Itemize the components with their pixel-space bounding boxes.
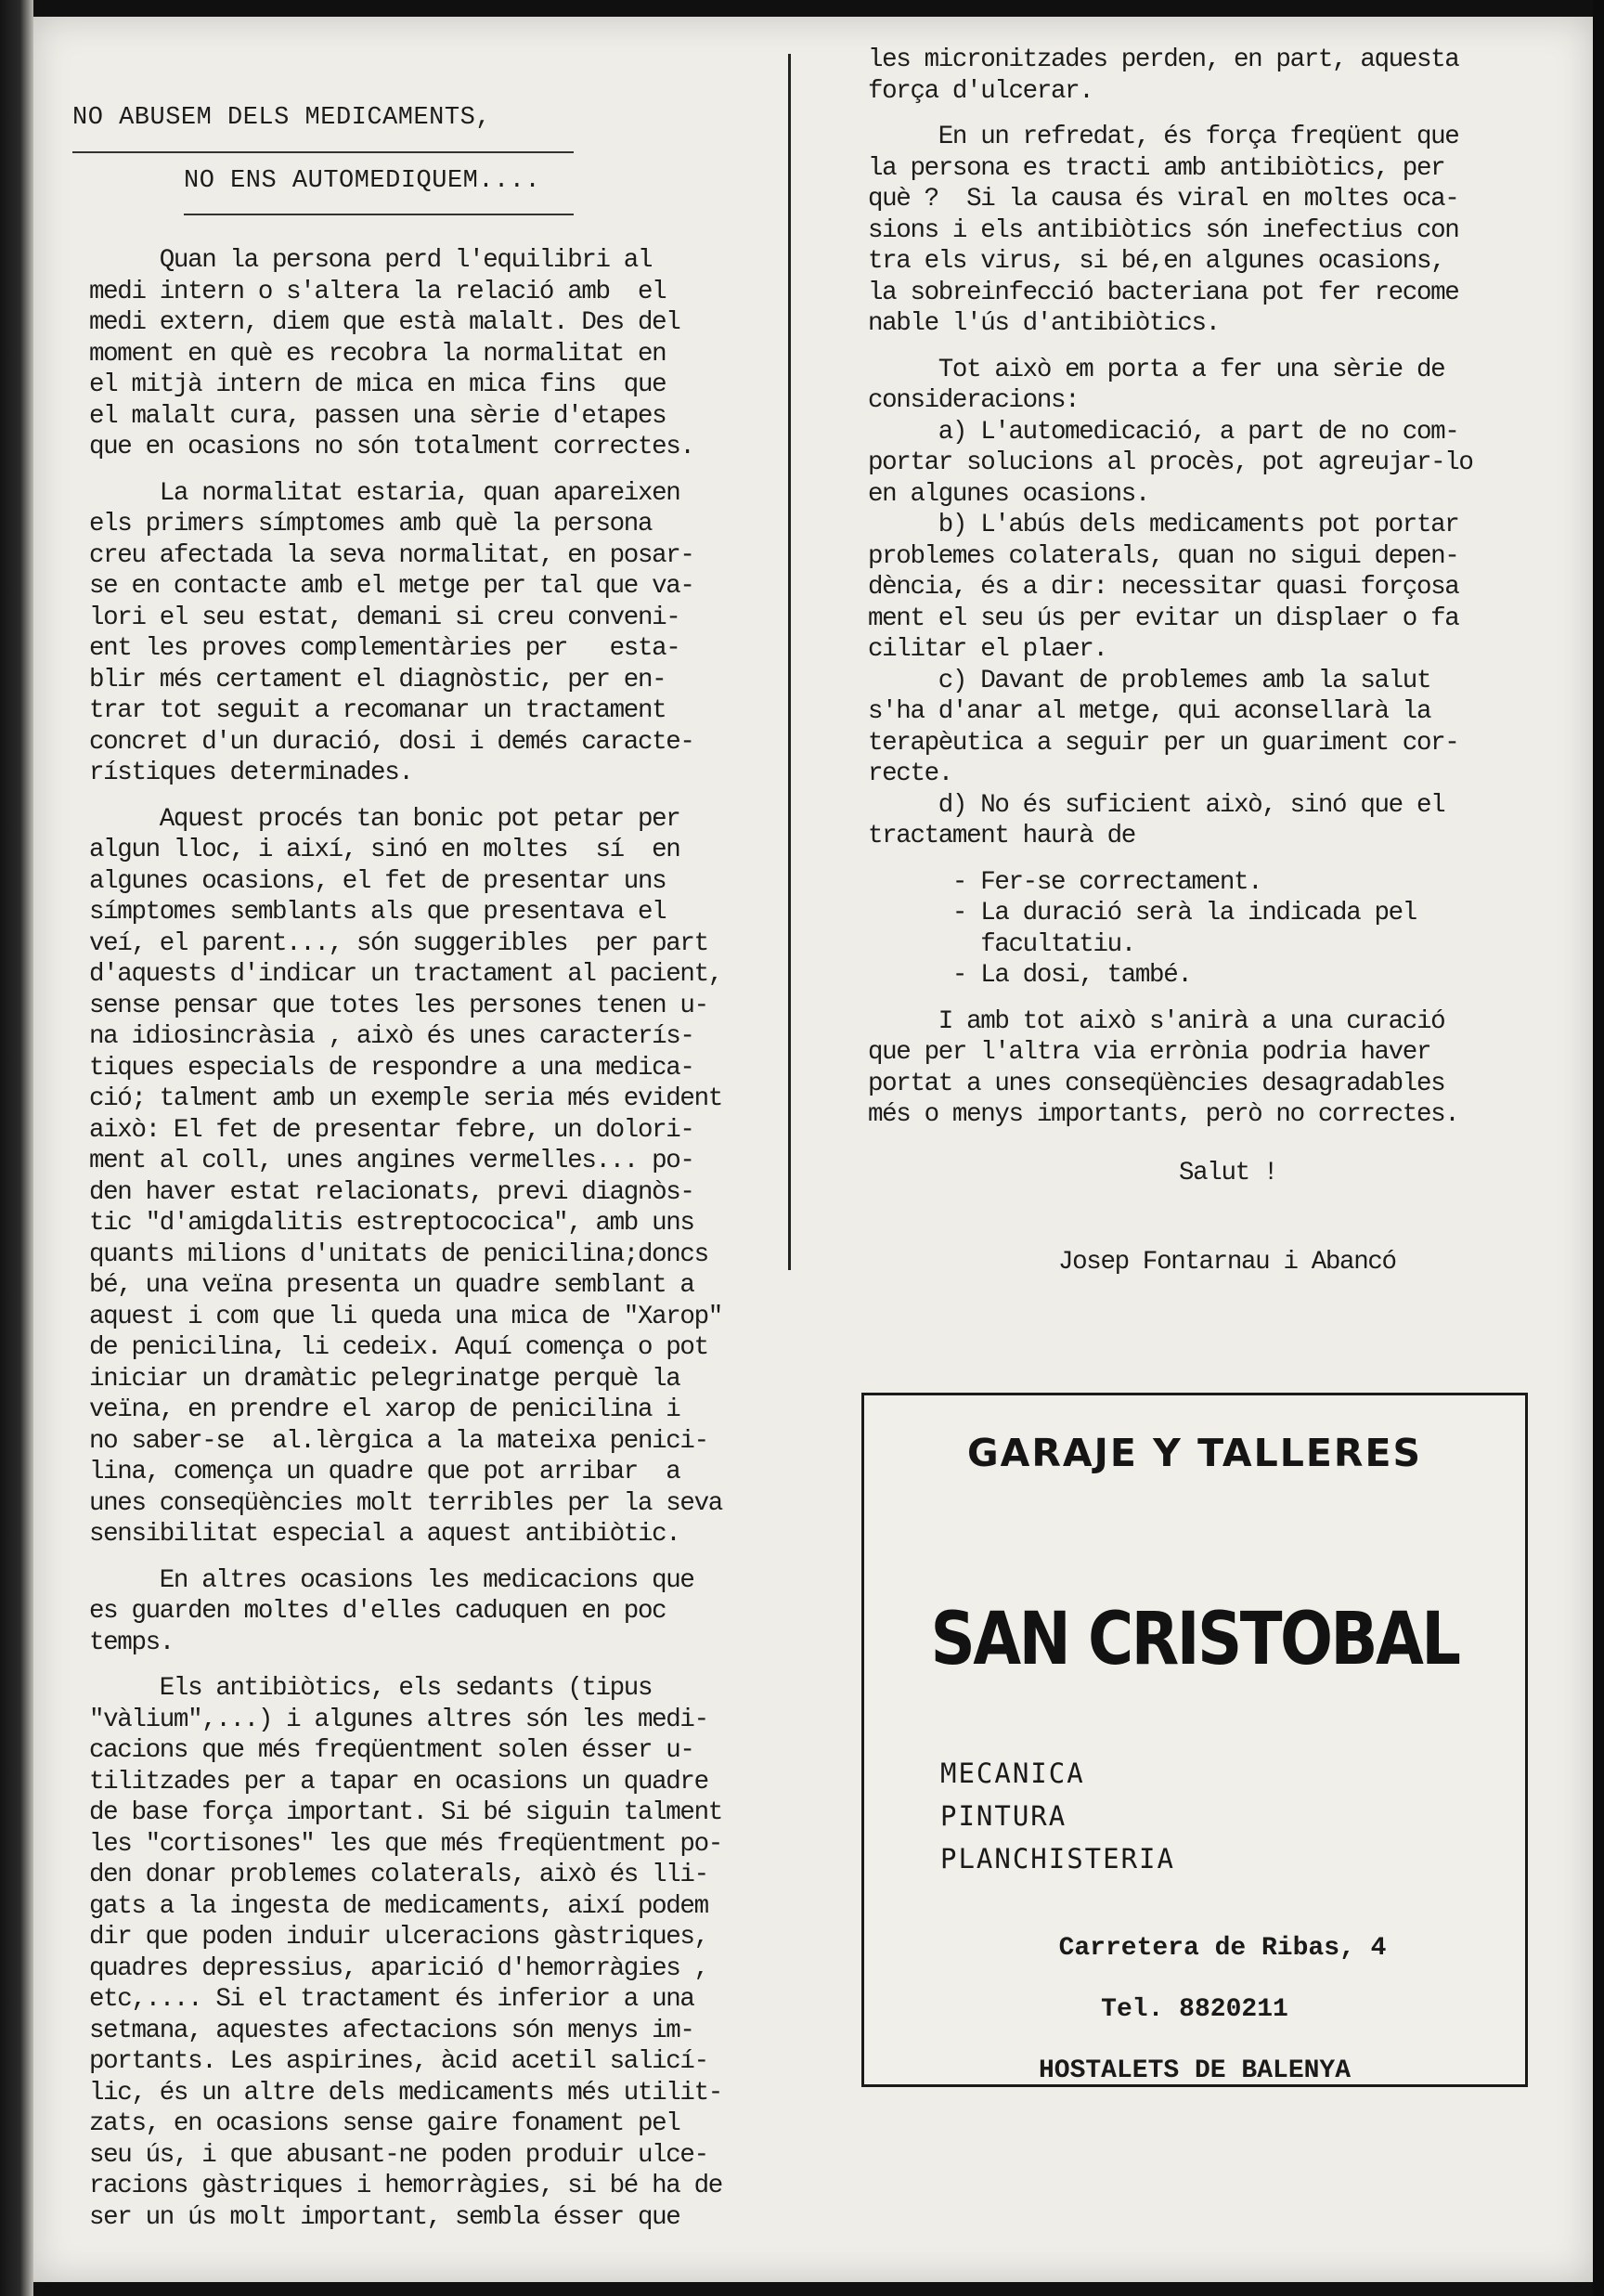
text-line: no saber-se al.lèrgica a la mateixa penici- xyxy=(89,1426,708,1456)
text-line: tiques especials de respondre a una medica- xyxy=(89,1053,694,1083)
text-line: què ? Si la causa és viral en moltes oca- xyxy=(868,185,1459,214)
text-line: d'aquests d'indicar un tractament al pacient, xyxy=(89,960,722,989)
text-line: tilitzades per a tapar en ocasions un quadre xyxy=(89,1767,708,1797)
text-line: En altres ocasions les medicacions que xyxy=(89,1565,694,1595)
text-line: Tot això em porta a fer una sèrie de xyxy=(868,355,1445,384)
scan-edge xyxy=(1593,0,1604,2296)
text-line: lic, és un altre dels medicaments més utilit- xyxy=(89,2078,722,2108)
text-line: algun lloc, i així, sinó en moltes sí en xyxy=(89,836,680,864)
text-line: de base força important. Si bé siguin talment xyxy=(89,1798,722,1827)
text-line: s'ha d'anar al metge, qui aconsellarà la xyxy=(868,697,1431,726)
ad-address: Carretera de Ribas, 4 xyxy=(1058,1934,1387,1963)
text-line: cacions que més freqüentment solen ésser u- xyxy=(89,1736,694,1765)
paragraph-gap xyxy=(89,789,722,804)
text-line: símptomes semblants als que presentava el xyxy=(89,898,666,927)
text-line: - Fer-se correctament. xyxy=(868,867,1262,897)
text-line: - La duració serà la indicada pel xyxy=(868,899,1416,927)
text-line: zats, en ocasions sense gaire fonament pel xyxy=(89,2109,680,2138)
text-line: ció; talment amb un exemple seria més evident xyxy=(89,1084,722,1113)
text-line: ment al coll, unes angines vermelles... po- xyxy=(89,1147,694,1175)
text-line: quadres depressius, aparició d'hemorràgies , xyxy=(89,1953,708,1983)
text-line: La normalitat estaria, quan apareixen xyxy=(89,478,680,508)
text-line: trar tot seguit a recomanar un tractament xyxy=(89,696,666,725)
text-line: d) No és suficient això, sinó que el xyxy=(868,790,1445,820)
text-line: "vàlium",...) i algunes altres són les medi- xyxy=(89,1705,708,1734)
text-line: moment en què es recobra la normalitat en xyxy=(89,339,666,369)
text-line: creu afectada la seva normalitat, en posar- xyxy=(89,540,694,570)
text-line: sense pensar que totes les persones tenen u- xyxy=(89,991,708,1020)
text-line: b) L'abús dels medicaments pot portar xyxy=(868,511,1459,539)
closing-greeting: Salut ! xyxy=(1179,1159,1278,1187)
paragraph-gap xyxy=(868,340,1473,355)
paragraph-gap xyxy=(868,107,1473,122)
text-line: En un refredat, és força freqüent que xyxy=(868,123,1459,151)
text-line: - La dosi, també. xyxy=(868,961,1192,990)
text-line: racions gàstriques i hemorràgies, si bé ha de xyxy=(89,2172,722,2200)
ad-service-pintura: PINTURA xyxy=(940,1800,1067,1832)
heading-underline-1 xyxy=(72,151,574,153)
heading-line-2: NO ENS AUTOMEDIQUEM.... xyxy=(184,167,541,195)
text-line: portat a unes conseqüències desagradables xyxy=(868,1069,1445,1098)
ad-phone: Tel. 8820211 xyxy=(1101,1995,1288,2024)
text-line: algunes ocasions, el fet de presentar uns xyxy=(89,866,666,896)
text-line: sensibilitat especial a aquest antibiòtic. xyxy=(89,1520,680,1549)
text-line: que per l'altra via errònia podria haver xyxy=(868,1038,1431,1067)
text-line: medi extern, diem que està malalt. Des del xyxy=(89,308,680,337)
heading-underline-2 xyxy=(184,214,574,215)
garage-advertisement xyxy=(861,1393,1528,2087)
paragraph-gap xyxy=(89,1550,722,1565)
text-line: lori el seu estat, demani si creu conveni- xyxy=(89,603,680,632)
text-line: dència, és a dir: necessitar quasi forçosa xyxy=(868,573,1459,602)
text-line: den donar problemes colaterals, això és lli- xyxy=(89,1861,708,1889)
text-line: els primers símptomes amb què la persona xyxy=(89,510,653,538)
ad-town: HOSTALETS DE BALENYA xyxy=(1038,2056,1352,2085)
ad-business-name: SAN CRISTOBAL xyxy=(930,1598,1459,1681)
column-divider xyxy=(788,54,791,1270)
text-line: temps. xyxy=(89,1628,174,1657)
text-line: de penicilina, li cedeix. Aquí comença o pot xyxy=(89,1333,708,1362)
text-line: en algunes ocasions. xyxy=(868,479,1150,509)
text-line: a) L'automedicació, a part de no com- xyxy=(868,417,1459,447)
author-signature: Josep Fontarnau i Abancó xyxy=(1058,1248,1396,1277)
text-line: la sobreinfecció bacteriana pot fer recome xyxy=(868,278,1459,307)
text-line: la persona es tracti amb antibiòtics, per xyxy=(868,153,1445,183)
text-line: I amb tot això s'anirà a una curació xyxy=(868,1006,1445,1036)
text-line: terapèutica a seguir per un guariment cor- xyxy=(868,728,1459,758)
text-line: ser un ús molt important, sembla ésser que xyxy=(89,2202,680,2232)
text-line: lina, comença un quadre que pot arribar a xyxy=(89,1458,680,1486)
text-line: concret d'un duració, dosi i demés caracte- xyxy=(89,727,694,757)
text-line: les "cortisones" les que més freqüentment po- xyxy=(89,1829,722,1859)
text-line: blir més certament el diagnòstic, per en- xyxy=(89,665,666,694)
text-line: dir que poden induir ulceracions gàstriques, xyxy=(89,1923,708,1952)
text-line: veí, el parent..., són suggeribles per part xyxy=(89,928,708,958)
text-line: el mitjà intern de mica en mica fins que xyxy=(89,370,666,399)
text-line: força d'ulcerar. xyxy=(868,76,1093,106)
text-line: ent les proves complementàries per esta- xyxy=(89,634,680,663)
text-line: etc,.... Si el tractament és inferior a una xyxy=(89,1985,694,2014)
text-line: iniciar un dramàtic pelegrinatge perquè la xyxy=(89,1364,680,1394)
text-line: rístiques determinades. xyxy=(89,759,413,787)
text-line: nable l'ús d'antibiòtics. xyxy=(868,309,1220,338)
text-line: que en ocasions no són totalment correctes. xyxy=(89,433,694,461)
text-line: Aquest procés tan bonic pot petar per xyxy=(89,804,680,834)
text-line: el malalt cura, passen una sèrie d'etapes xyxy=(89,401,666,431)
text-line: den haver estat relacionats, previ diagnòs- xyxy=(89,1177,694,1207)
text-line: tractament haurà de xyxy=(868,822,1135,850)
text-line: Quan la persona perd l'equilibri al xyxy=(89,246,653,275)
text-line: tic "d'amigdalitis estreptococica", amb uns xyxy=(89,1209,694,1238)
article-right-column xyxy=(868,45,1473,1131)
paragraph-gap xyxy=(89,1658,722,1673)
text-line: ment el seu ús per evitar un displaer o fa xyxy=(868,603,1459,633)
text-line: portar solucions al procès, pot agreujar-lo xyxy=(868,448,1473,477)
text-line: quants milions d'unitats de penicilina;doncs xyxy=(89,1239,708,1269)
paragraph-gap xyxy=(89,463,722,478)
text-line: gats a la ingesta de medicaments, així podem xyxy=(89,1891,708,1921)
ad-service-mecanica: MECANICA xyxy=(940,1758,1085,1789)
text-line: consideracions: xyxy=(868,386,1080,415)
text-line: les micronitzades perden, en part, aquesta xyxy=(868,45,1459,74)
text-line: recte. xyxy=(868,759,952,788)
heading-line-1: NO ABUSEM DELS MEDICAMENTS, xyxy=(72,104,491,132)
text-line: es guarden moltes d'elles caduquen en poc xyxy=(89,1597,666,1626)
text-line: més o menys importants, però no correctes. xyxy=(868,1100,1459,1129)
text-line: sions i els antibiòtics són inefectius con xyxy=(868,215,1459,245)
text-line: setmana, aquestes afectacions són menys im- xyxy=(89,2016,694,2045)
text-line: Els antibiòtics, els sedants (tipus xyxy=(89,1674,653,1703)
text-line: veïna, en prendre el xarop de penicilina i xyxy=(89,1395,680,1424)
paragraph-gap xyxy=(868,992,1473,1006)
text-line: se en contacte amb el metge per tal que va- xyxy=(89,572,694,601)
paragraph-gap xyxy=(868,852,1473,867)
text-line: portants. Les aspirines, àcid acetil salicí- xyxy=(89,2047,708,2076)
binding-spine xyxy=(0,0,33,2296)
text-line: facultatiu. xyxy=(868,929,1135,959)
text-line: medi intern o s'altera la relació amb el xyxy=(89,277,666,306)
text-line: unes conseqüències molt terribles per la seva xyxy=(89,1488,722,1518)
text-line: na idiosincràsia , això és unes caracterís- xyxy=(89,1022,694,1051)
ad-title: GARAJE Y TALLERES xyxy=(966,1431,1423,1475)
ad-service-planchisteria: PLANCHISTERIA xyxy=(940,1843,1175,1874)
text-line: aquest i com que li queda una mica de "Xarop" xyxy=(89,1302,722,1331)
text-line: problemes colaterals, quan no sigui depen- xyxy=(868,541,1459,571)
text-line: tra els virus, si bé,en algunes ocasions, xyxy=(868,247,1445,276)
text-line: cilitar el plaer. xyxy=(868,635,1107,664)
text-line: bé, una veïna presenta un quadre semblant a xyxy=(89,1271,694,1300)
text-line: seu ús, i que abusant-ne poden produir ulce- xyxy=(89,2140,708,2170)
article-left-column xyxy=(89,245,722,2233)
text-line: això: El fet de presentar febre, un dolori- xyxy=(89,1115,694,1145)
text-line: c) Davant de problemes amb la salut xyxy=(868,666,1431,695)
